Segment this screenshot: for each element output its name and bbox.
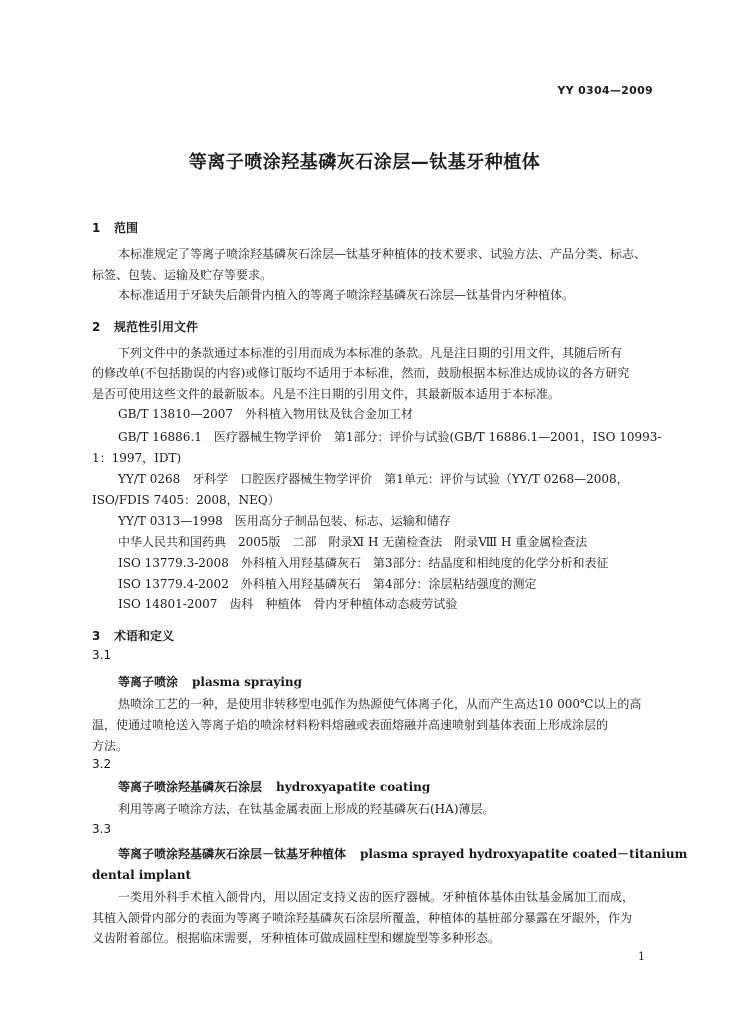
definition-line: 义齿附着部位。根据临床需要，牙种植体可做成圆柱型和螺旋型等多种形态。 [92, 931, 501, 945]
term-heading [118, 845, 687, 862]
term-english: plasma sprayed hydroxyapatite coated－titanium [360, 847, 688, 861]
term-english: hydroxyapatite coating [276, 780, 431, 794]
standard-code: YY 0304—2009 [557, 84, 653, 97]
document-title: 等离子喷涂羟基磷灰石涂层—钛基牙种植体 [188, 152, 541, 173]
section-number: 3 [92, 629, 101, 643]
section-2-heading [92, 318, 198, 335]
definition-line: 其植入颌骨内部分的表面为等离子喷涂羟基磷灰石涂层所覆盖，种植体的基桩部分暴露在牙龈外，作为 [92, 911, 633, 925]
section-number: 1 [92, 221, 101, 235]
paragraph-line: 的修改单(不包括勘误的内容)或修订版均不适用于本标准，然而，鼓励根据本标准达成协议的各方研究 [92, 366, 630, 380]
term-chinese: 等离子喷涂羟基磷灰石涂层 [118, 780, 263, 794]
reference-item: ISO 13779.3-2008 外科植入用羟基磷灰石 第3部分：结晶度和相纯度的化学分析和表征 [118, 556, 609, 570]
reference-item: ISO 13779.4-2002 外科植入用羟基磷灰石 第4部分：涂层粘结强度的测定 [118, 577, 537, 591]
section-title: 规范性引用文件 [114, 320, 199, 334]
term-heading [118, 673, 302, 690]
paragraph-line: 本标准规定了等离子喷涂羟基磷灰石涂层—钛基牙种植体的技术要求、试验方法、产品分类、标志、 [118, 247, 647, 261]
term-english-continued: dental implant [92, 868, 192, 882]
definition-line: 利用等离子喷涂方法，在钛基金属表面上形成的羟基磷灰石(HA)薄层。 [118, 802, 495, 816]
section-3-heading [92, 627, 174, 644]
section-title: 范围 [114, 221, 139, 235]
paragraph-line: 下列文件中的条款通过本标准的引用而成为本标准的条款。凡是注日期的引用文件，其随后所有 [118, 346, 623, 360]
definition-line: 热喷涂工艺的一种，是使用非转移型电弧作为热源使气体离子化，从而产生高达10 000℃以上的高 [118, 697, 642, 711]
term-chinese: 等离子喷涂 [118, 675, 179, 689]
section-title: 术语和定义 [114, 629, 175, 643]
section-number: 2 [92, 320, 101, 334]
reference-item: ISO 14801-2007 齿科 种植体 骨内牙种植体动态疲劳试验 [118, 597, 458, 611]
reference-item: GB/T 16886.1 医疗器械生物学评价 第1部分：评价与试验(GB/T 16886.1—2001，ISO 10993- [118, 430, 662, 444]
reference-item: ISO/FDIS 7405：2008，NEQ） [92, 493, 280, 507]
reference-item: YY/T 0268 牙科学 口腔医疗器械生物学评价 第1单元：评价与试验（YY/T 0268—2008， [118, 472, 629, 486]
reference-item: GB/T 13810—2007 外科植入物用钛及钛合金加工材 [118, 407, 413, 421]
definition-line: 方法。 [92, 739, 129, 753]
reference-item: YY/T 0313—1998 医用高分子制品包装、标志、运输和储存 [118, 514, 451, 528]
term-number: 3.1 [92, 648, 112, 662]
definition-line: 一类用外科手术植入颌骨内，用以固定支持义齿的医疗器械。牙种植体基体由钛基金属加工而成， [118, 890, 635, 904]
reference-item: 中华人民共和国药典 2005版 二部 附录Ⅺ H 无菌检查法 附录Ⅷ H 重金属检查法 [118, 535, 588, 549]
reference-item: 1：1997，IDT) [92, 451, 182, 465]
section-1-heading [92, 219, 138, 236]
paragraph-line: 是否可使用这些文件的最新版本。凡是不注日期的引用文件，其最新版本适用于本标准。 [92, 387, 561, 401]
term-chinese: 等离子喷涂羟基磷灰石涂层－钛基牙种植体 [118, 847, 347, 861]
definition-line: 温，使通过喷枪送入等离子焰的喷涂材料粉料熔融或表面熔融并高速喷射到基体表面上形成涂层的 [92, 718, 609, 732]
term-number: 3.3 [92, 822, 112, 836]
paragraph-line: 标签、包装、运输及贮存等要求。 [92, 268, 273, 282]
term-heading [118, 778, 430, 795]
paragraph-line: 本标准适用于牙缺失后颌骨内植入的等离子喷涂羟基磷灰石涂层—钛基骨内牙种植体。 [118, 288, 575, 302]
term-number: 3.2 [92, 757, 112, 771]
page-number: 1 [638, 950, 645, 963]
term-english: plasma spraying [192, 675, 303, 689]
